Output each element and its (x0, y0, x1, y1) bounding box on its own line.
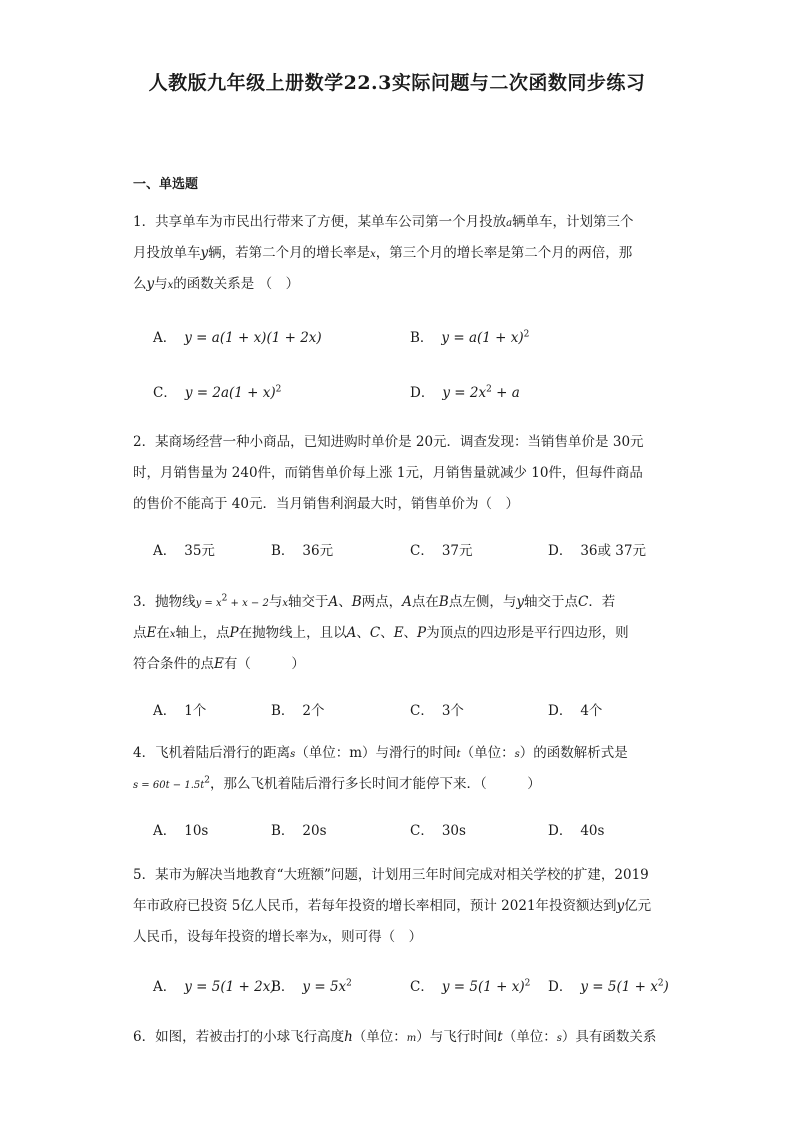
q3-option-d[interactable]: D． 4个 (548, 703, 603, 719)
q5-option-d[interactable]: D． $y = 5(1 + x^2)$ (548, 978, 669, 995)
q3-option-b[interactable]: B． 2个 (271, 703, 325, 719)
section-heading: 一、单选题 (133, 177, 199, 192)
question-4-line-2: $s = 60t - 1.5t^2$，那么飞机着陆后滑行多长时间才能停下来．（ ） (133, 775, 541, 792)
question-1-line-3: 么y与x的函数关系是 （ ） (133, 276, 300, 292)
question-1-line-1: 1．共享单车为市民出行带来了方便，某单车公司第一个月投放a辆单车，计划第三个 (133, 214, 634, 230)
q5-option-a[interactable]: A． y = 5(1 + 2x) (153, 979, 276, 995)
q3-option-c[interactable]: C． 3个 (410, 703, 464, 719)
question-5-line-2: 年市政府已投资 5亿人民币，若每年投资的增长率相同，预计 2021年投资额达到y亿元 (133, 898, 652, 914)
q4-option-a[interactable]: A． 10s (153, 823, 209, 839)
q1-option-d[interactable]: D． $y = 2x^2 + a$ (410, 384, 520, 401)
page-title: 人教版九年级上册数学22.3实际问题与二次函数同步练习 (148, 72, 646, 94)
q2-option-c[interactable]: C． 37元 (410, 543, 473, 559)
question-3-line-3: 符合条件的点E有（ ） (133, 656, 305, 672)
question-5 (133, 860, 661, 953)
question-5-line-1: 5．某市为解决当地教育“大班额”问题，计划用三年时间完成对相关学校的扩建，2019 (133, 867, 649, 883)
q5-option-b[interactable]: B． $y = 5x^2$ (271, 978, 352, 995)
question-1-line-2: 月投放单车y辆，若第二个月的增长率是x，第三个月的增长率是第二个月的两倍，那 (133, 245, 633, 261)
question-3 (133, 587, 661, 680)
question-2-line-2: 时，月销售量为 240件，而销售单价每上涨 1元，月销售量就减少 10件，但每件商品 (133, 465, 643, 481)
question-6 (133, 1022, 661, 1053)
q4-option-c[interactable]: C． 30s (410, 823, 466, 839)
question-3-line-1: 3．抛物线$y = x^2 + x - 2$与x轴交于A、B两点，A点在B点左侧，与y轴交于点C．若 (133, 593, 616, 610)
question-5-line-3: 人民币，设每年投资的增长率为x，则可得（ ） (133, 929, 423, 945)
q1-option-b[interactable]: B． $y = a(1 + x)^2$ (410, 329, 530, 346)
question-2 (133, 427, 661, 520)
question-2-line-1: 2．某商场经营一种小商品，已知进购时单价是 20元．调查发现：当销售单价是 30元 (133, 434, 644, 450)
question-3-line-2: 点E在x轴上，点P在抛物线上，且以A、C、E、P为顶点的四边形是平行四边形，则 (133, 625, 629, 641)
q1-option-c[interactable]: C． $y = 2a(1 + x)^2$ (153, 384, 282, 401)
q5-option-c[interactable]: C． $y = 5(1 + x)^2$ (410, 978, 531, 995)
question-1 (133, 207, 661, 300)
q2-option-d[interactable]: D． 36或 37元 (548, 543, 646, 559)
question-2-line-3: 的售价不能高于 40元．当月销售利润最大时，销售单价为（ ） (133, 496, 519, 512)
q2-option-a[interactable]: A． 35元 (153, 543, 215, 559)
question-4-line-1: 4．飞机着陆后滑行的距离s（单位：m）与滑行的时间t（单位：s）的函数解析式是 (133, 745, 628, 761)
question-4 (133, 738, 661, 800)
q3-option-a[interactable]: A． 1个 (153, 703, 207, 719)
q2-option-b[interactable]: B． 36元 (271, 543, 334, 559)
q1-option-a[interactable]: A． y = a(1 + x)(1 + 2x) (153, 330, 322, 346)
q4-option-b[interactable]: B． 20s (271, 823, 327, 839)
q4-option-d[interactable]: D． 40s (548, 823, 605, 839)
question-6-line-1: 6．如图，若被击打的小球飞行高度h（单位：m）与飞行时间t（单位：s）具有函数关系 (133, 1029, 657, 1045)
